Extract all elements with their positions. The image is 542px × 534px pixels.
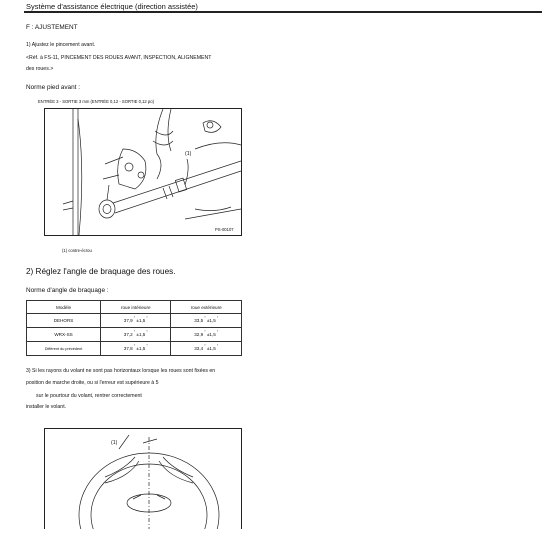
plusminus-mark: ± [206, 332, 210, 337]
degree-mark: ° [146, 316, 148, 320]
step3-line1: 3) Si les rayons du volant ne sont pas horizontaux lorsque les roues sont fixées en [26, 368, 216, 374]
degree-mark: ° [133, 344, 136, 348]
outer-angle-value: 33,5 [194, 318, 204, 323]
table-row [27, 314, 242, 328]
steering-wheel-illustration [45, 429, 241, 529]
inner-tolerance: 1,5 [138, 318, 146, 323]
degree-mark: ° [216, 316, 219, 320]
figure1-caption: (1) contre-écrou [62, 248, 92, 253]
table-cell-inner [101, 328, 171, 342]
table-header-cell: roue extérieure [171, 301, 242, 314]
header-rule [24, 11, 542, 13]
outer-tolerance: 1,5 [209, 346, 216, 351]
table-header-cell: Modèle [27, 301, 101, 314]
section-heading: F : AJUSTEMENT [26, 24, 78, 31]
degree-mark: ° [216, 330, 219, 334]
table-header-cell: roue intérieure [101, 301, 171, 314]
degree-mark: ° [204, 344, 206, 348]
toe-norm-spec: ENTRÉE 3 - SORTIE 3 mm (ENTRÉE 0,12 - SORTIE 0,12 po) [38, 99, 154, 104]
degree-mark: ° [204, 316, 206, 320]
figure2-callout: (1) [111, 440, 118, 446]
steering-angle-table [26, 300, 242, 356]
table-cell-model: Différent du précédent [27, 342, 101, 356]
degree-mark: ° [146, 330, 148, 334]
figure1-code: PS-00107 [215, 227, 234, 232]
inner-tolerance: 1,5 [138, 332, 146, 337]
inner-angle-value: 37,8 [123, 346, 133, 351]
plusminus-mark: ± [206, 318, 210, 323]
plusminus-mark: ± [206, 346, 210, 351]
table-cell-inner [101, 342, 171, 356]
inner-angle-value: 37,2 [123, 332, 133, 337]
figure-steering-wheel [44, 428, 242, 529]
step3-line4: installer le volant. [26, 404, 67, 410]
outer-tolerance: 1,5 [209, 318, 216, 323]
table-row [27, 328, 242, 342]
inner-angle-value: 37,9 [123, 318, 133, 323]
plusminus-mark: ± [136, 332, 139, 337]
table-cell-outer [171, 328, 242, 342]
toe-norm-title: Norme pied avant : [26, 84, 80, 91]
step3-line3: sur le pourtour du volant, rentrer correctement [36, 393, 142, 399]
degree-mark: ° [216, 344, 219, 348]
table-cell-model: DEHORS [27, 314, 101, 328]
outer-tolerance: 1,5 [209, 332, 216, 337]
table-cell-outer [171, 314, 242, 328]
tie-rod-illustration [45, 109, 241, 235]
outer-angle-value: 33,4 [194, 346, 204, 351]
step1-reference-line2: des roues.> [26, 66, 54, 72]
table-header-row [27, 301, 242, 314]
degree-mark: ° [204, 330, 206, 334]
inner-tolerance: 1,5 [138, 346, 146, 351]
degree-mark: ° [133, 316, 136, 320]
step1-text: 1) Ajustez le pincement avant. [26, 42, 96, 48]
table-row [27, 342, 242, 356]
plusminus-mark: ± [136, 318, 139, 323]
step3-line2: position de marche droite, ou si l'erreur est supérieure à 5 [26, 380, 159, 386]
outer-angle-value: 32,9 [194, 332, 204, 337]
step2-title: 2) Réglez l'angle de braquage des roues. [26, 267, 176, 276]
figure1-callout: (1) [185, 151, 192, 157]
plusminus-mark: ± [136, 346, 139, 351]
angle-norm-title: Norme d'angle de braquage : [26, 287, 109, 294]
degree-mark: ° [133, 330, 136, 334]
step1-reference-line1: <Réf. à FS-11, PINCEMENT DES ROUES AVANT, INSPECTION, ALIGNEMENT [26, 55, 212, 61]
table-cell-outer [171, 342, 242, 356]
table-cell-inner [101, 314, 171, 328]
page-header-title: Système d'assistance électrique (direction assistée) [26, 2, 198, 11]
degree-mark: ° [146, 344, 148, 348]
figure-tie-rod [44, 108, 242, 236]
table-cell-model: WRX-SS [27, 328, 101, 342]
